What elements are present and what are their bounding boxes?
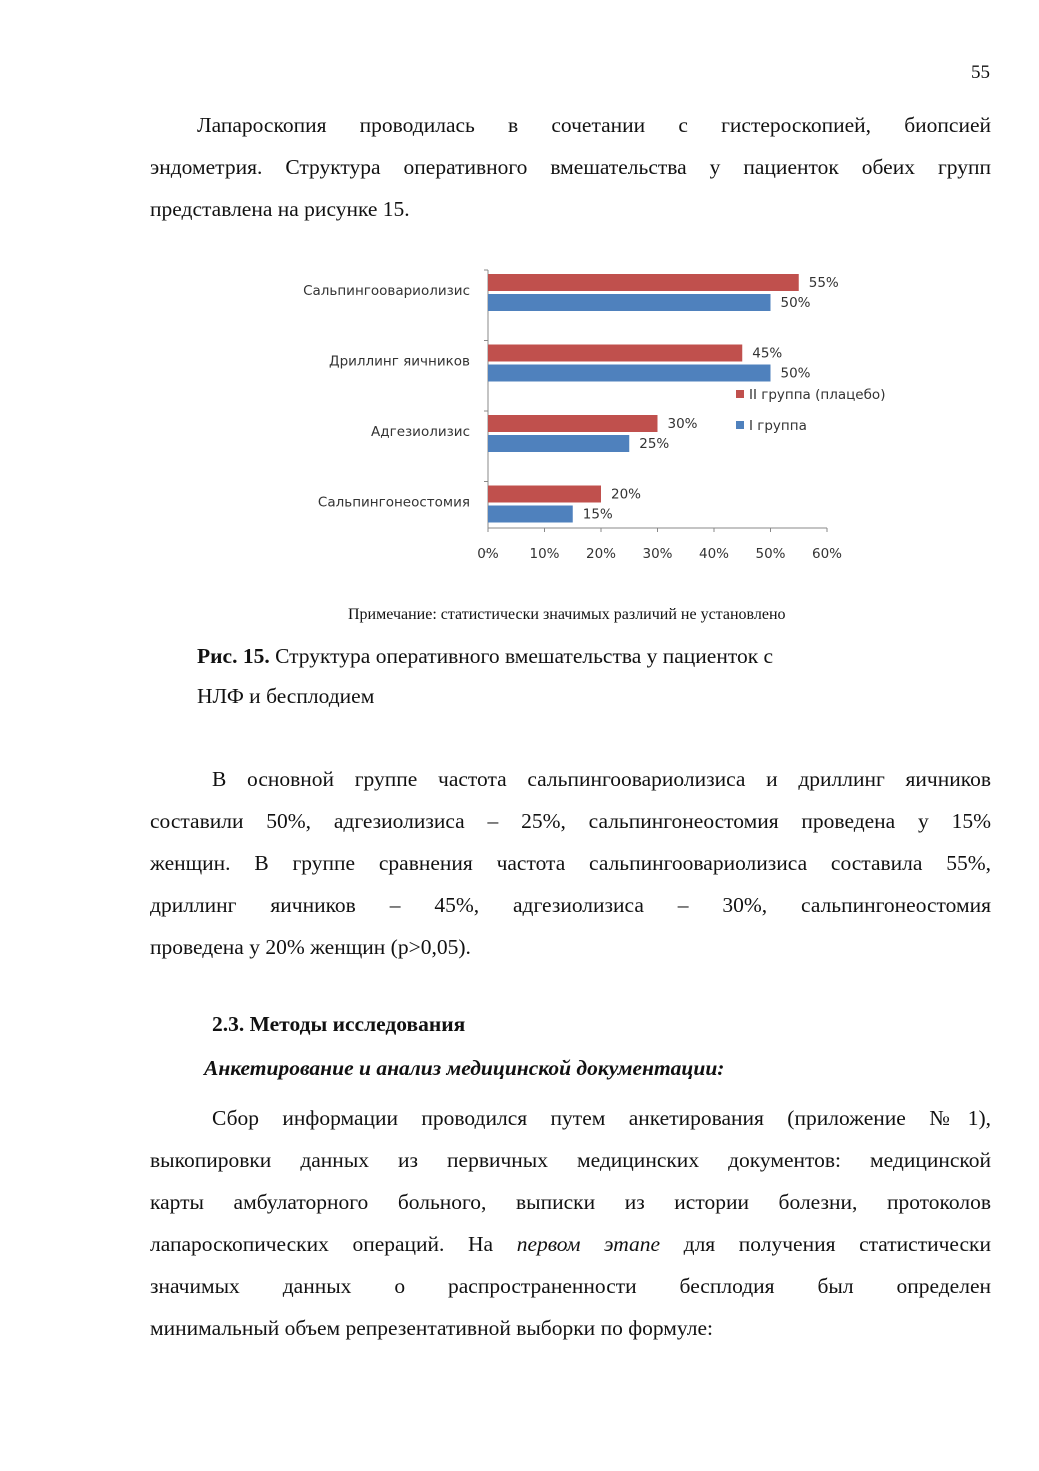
paragraph-line: минимальный объем репрезентативной выборки по формуле: — [150, 1316, 713, 1340]
figure-caption — [197, 636, 773, 716]
data-label: 45% — [752, 345, 783, 362]
bar — [488, 486, 601, 503]
bar — [488, 274, 799, 291]
chart-note: Примечание: статистически значимых различий не установлено — [348, 606, 786, 623]
caption-line-1 — [197, 636, 773, 676]
category-label: Сальпингоовариолизис — [303, 283, 470, 299]
text-run: для получения статистически — [660, 1232, 991, 1256]
surgery-structure-bar-chart — [270, 260, 910, 580]
category-label: Дриллинг яичников — [329, 353, 470, 370]
paragraph-line: проведена у 20% женщин (p>0,05). — [150, 935, 471, 959]
bar — [488, 345, 742, 362]
legend-label: II группа (плацебо) — [749, 387, 886, 403]
caption-line-2: НЛФ и бесплодием — [197, 684, 375, 708]
data-label: 55% — [808, 275, 839, 291]
legend-swatch — [736, 421, 744, 429]
paragraph-line: карты амбулаторного больного, выписки из истории болезни, протоколов — [150, 1190, 991, 1214]
text-run: лапароскопических операций. На — [150, 1232, 517, 1256]
legend-label: I группа — [749, 418, 807, 434]
paragraph-line: женщин. В группе сравнения частота сальпингоовариолизиса составила 55%, — [150, 851, 991, 875]
bar — [488, 415, 658, 432]
paragraph-methods — [150, 1097, 991, 1349]
x-tick-label: 0% — [477, 546, 499, 562]
bar — [488, 435, 629, 452]
x-tick-label: 10% — [529, 546, 560, 562]
data-label: 30% — [667, 416, 698, 432]
paragraph-line: дриллинг яичников – 45%, адгезиолизиса – 30%, сальпингонеостомия — [150, 893, 991, 917]
paragraph-results — [150, 758, 991, 968]
page-number: 55 — [971, 62, 990, 83]
category-label: Адгезиолизис — [371, 424, 470, 440]
category-label: Сальпингонеостомия — [317, 494, 470, 511]
x-tick-label: 40% — [698, 546, 730, 562]
paragraph-line: Лапароскопия проводилась в сочетании с гистероскопией, биопсией — [197, 113, 991, 137]
section-heading: 2.3. Методы исследования — [212, 1012, 466, 1036]
paragraph-line: эндометрия. Структура оперативного вмешательства у пациенток обеих групп — [150, 155, 991, 179]
x-tick-label: 50% — [755, 546, 786, 562]
subsection-heading: Анкетирование и анализ медицинской документации: — [204, 1056, 725, 1080]
legend-swatch — [736, 390, 744, 398]
caption-text: Структура оперативного вмешательства у пациенток с — [269, 644, 774, 668]
paragraph-line: представлена на рисунке 15. — [150, 197, 410, 221]
bar — [488, 506, 573, 523]
paragraph-line — [150, 1223, 991, 1265]
bar — [488, 294, 771, 311]
data-label: 15% — [582, 506, 613, 523]
x-tick-label: 20% — [585, 546, 617, 562]
x-tick-label: 60% — [811, 546, 843, 562]
caption-label: Рис. 15. — [197, 644, 270, 668]
data-label: 20% — [611, 486, 642, 503]
x-tick-label: 30% — [642, 546, 673, 562]
data-label: 25% — [639, 436, 670, 452]
paragraph-line: В основной группе частота сальпингоовариолизиса и дриллинг яичников — [212, 767, 991, 791]
bar — [488, 365, 771, 382]
paragraph-line: выкопировки данных из первичных медицинских документов: медицинской — [150, 1148, 991, 1172]
paragraph-line: Сбор информации проводился путем анкетирования (приложение №1), — [212, 1106, 991, 1130]
data-label: 50% — [780, 295, 811, 311]
paragraph-line: составили 50%, адгезиолизиса – 25%, сальпингонеостомия проведена у 15% — [150, 809, 991, 833]
paragraph-laparoscopy — [150, 104, 991, 230]
emphasis-text: первом этапе — [516, 1232, 661, 1256]
paragraph-line: значимых данных о распространенности бесплодия был определен — [150, 1274, 991, 1298]
data-label: 50% — [780, 365, 811, 382]
